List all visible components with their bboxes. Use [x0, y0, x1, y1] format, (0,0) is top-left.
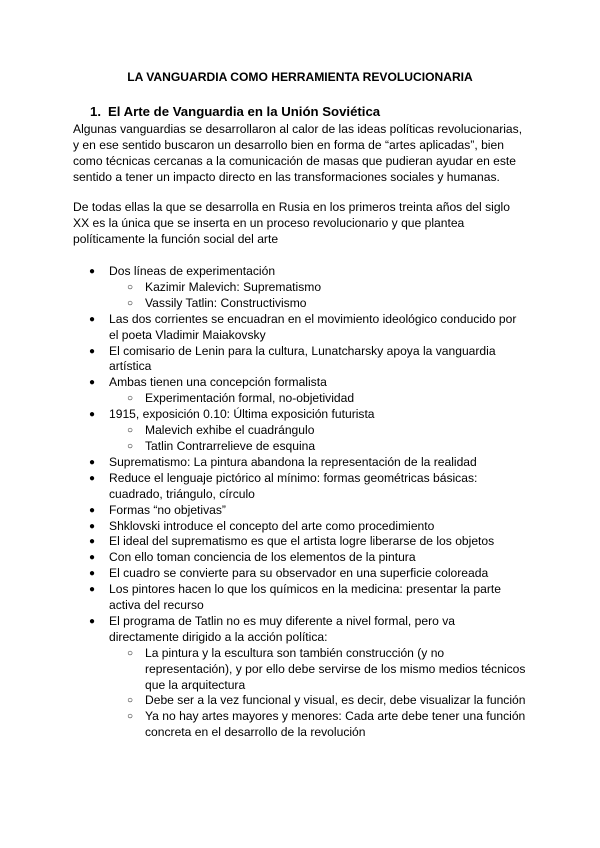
hollow-bullet-icon: ○ [127, 281, 134, 293]
sub-list-item [127, 645, 535, 694]
list-item-text: Experimentación formal, no-objetividad [145, 391, 355, 406]
list-item [89, 534, 529, 550]
hollow-bullet-icon: ○ [127, 440, 134, 452]
list-item [89, 264, 529, 280]
filled-bullet-icon: ● [89, 345, 96, 357]
list-item-text: Suprematismo: La pintura abandona la representación de la realidad [109, 454, 477, 469]
list-item-text: Dos líneas de experimentación [109, 264, 276, 278]
list-item [89, 582, 529, 614]
list-item-text: El cuadro se convierte para su observador en una superficie coloreada [109, 566, 489, 581]
list-item-text: Ambas tienen una concepción formalista [109, 375, 327, 390]
filled-bullet-icon: ● [89, 584, 96, 596]
list-item-text: Con ello toman conciencia de los elementos de la pintura [109, 550, 416, 565]
list-item-text: Malevich exhibe el cuadrángulo [145, 423, 315, 438]
sub-list-item [127, 295, 535, 312]
list-item-text: Tatlin Contrarrelieve de esquina [145, 438, 316, 453]
hollow-bullet-icon: ○ [127, 297, 134, 309]
section-heading [90, 103, 380, 120]
filled-bullet-icon: ● [89, 313, 96, 325]
document-title: LA VANGUARDIA COMO HERRAMIENTA REVOLUCIONARIA [127, 70, 473, 84]
intro-paragraph: Algunas vanguardias se desarrollaron al calor de las ideas políticas revolucionarias, y en ese sentido buscaron un desarrollo bien en forma de “artes aplicadas”, bien como técnicas cercanas a la comunicación de masas que pudieran ayudar en este sentido a tener un impacto directo en las transformaciones sociales y humanas. [73, 122, 523, 184]
sub-list-item [127, 391, 535, 407]
section-heading-text: El Arte de Vanguardia en la Unión Soviética [108, 104, 381, 119]
context-paragraph: De todas ellas la que se desarrolla en Rusia en los primeros treinta años del siglo XX es la única que se inserta en un proceso revolucionario y que plantea políticamente la función social del arte [73, 200, 510, 246]
filled-bullet-icon: ● [89, 615, 96, 627]
filled-bullet-icon: ● [89, 552, 96, 564]
list-item [89, 550, 529, 566]
list-item-text: Debe ser a la vez funcional y visual, es decir, debe visualizar la función [145, 693, 526, 708]
list-item-text: Los pintores hacen lo que los químicos en la medicina: presentar la parte activa del recurso [109, 582, 501, 613]
sub-list-item [127, 279, 535, 296]
list-item-text: Vassily Tatlin: Constructivismo [145, 295, 307, 310]
hollow-bullet-icon: ○ [127, 393, 134, 405]
hollow-bullet-icon: ○ [127, 425, 134, 437]
section-number: 1. [90, 104, 101, 119]
list-item-text: Shklovski introduce el concepto del arte como procedimiento [109, 518, 435, 533]
list-item [89, 470, 529, 503]
list-item [89, 311, 529, 344]
hollow-bullet-icon: ○ [127, 711, 134, 723]
filled-bullet-icon: ● [89, 504, 96, 516]
list-item [89, 343, 529, 376]
sub-list-item [127, 693, 535, 709]
filled-bullet-icon: ● [89, 536, 96, 548]
bullet-list [0, 264, 600, 741]
list-item-text: 1915, exposición 0.10: Última exposición futurista [109, 407, 375, 422]
filled-bullet-icon: ● [89, 568, 96, 580]
list-item-text: El ideal del suprematismo es que el artista logre liberarse de los objetos [109, 534, 495, 549]
list-item [89, 566, 529, 582]
list-item [89, 502, 529, 519]
filled-bullet-icon: ● [89, 409, 96, 421]
hollow-bullet-icon: ○ [127, 647, 134, 659]
filled-bullet-icon: ● [89, 377, 96, 389]
sub-list-item [127, 709, 535, 741]
list-item [89, 375, 529, 391]
list-item-text: El comisario de Lenin para la cultura, Lunatcharsky apoya la vanguardia artística [109, 343, 496, 374]
list-item [89, 407, 529, 423]
filled-bullet-icon: ● [89, 520, 96, 532]
filled-bullet-icon: ● [89, 472, 96, 484]
filled-bullet-icon: ● [89, 266, 96, 277]
list-item-text: Kazimir Malevich: Suprematismo [145, 279, 322, 294]
sub-list-item [127, 438, 535, 455]
hollow-bullet-icon: ○ [127, 695, 134, 707]
list-item-text: Las dos corrientes se encuadran en el movimiento ideológico conducido por el poeta Vladimir Maiakovsky [109, 311, 517, 342]
list-item [89, 613, 529, 646]
list-item-text: Reduce el lenguaje pictórico al mínimo: formas geométricas básicas: cuadrado, triángulo, círculo [109, 470, 478, 501]
list-item [89, 518, 529, 535]
list-item-text: Ya no hay artes mayores y menores: Cada arte debe tener una función concreta en el desarrollo de la revolución [145, 709, 526, 740]
list-item-text: La pintura y la escultura son también construcción (y no representación), y por ello debe servirse de los mismo medios técnicos que la arquitectura [145, 645, 526, 692]
list-item-text: Formas “no objetivas” [109, 502, 226, 517]
list-item-text: El programa de Tatlin no es muy diferente a nivel formal, pero va directamente dirigido a la acción política: [109, 613, 455, 644]
sub-list-item [127, 423, 535, 439]
list-item [89, 454, 529, 471]
filled-bullet-icon: ● [89, 456, 96, 468]
